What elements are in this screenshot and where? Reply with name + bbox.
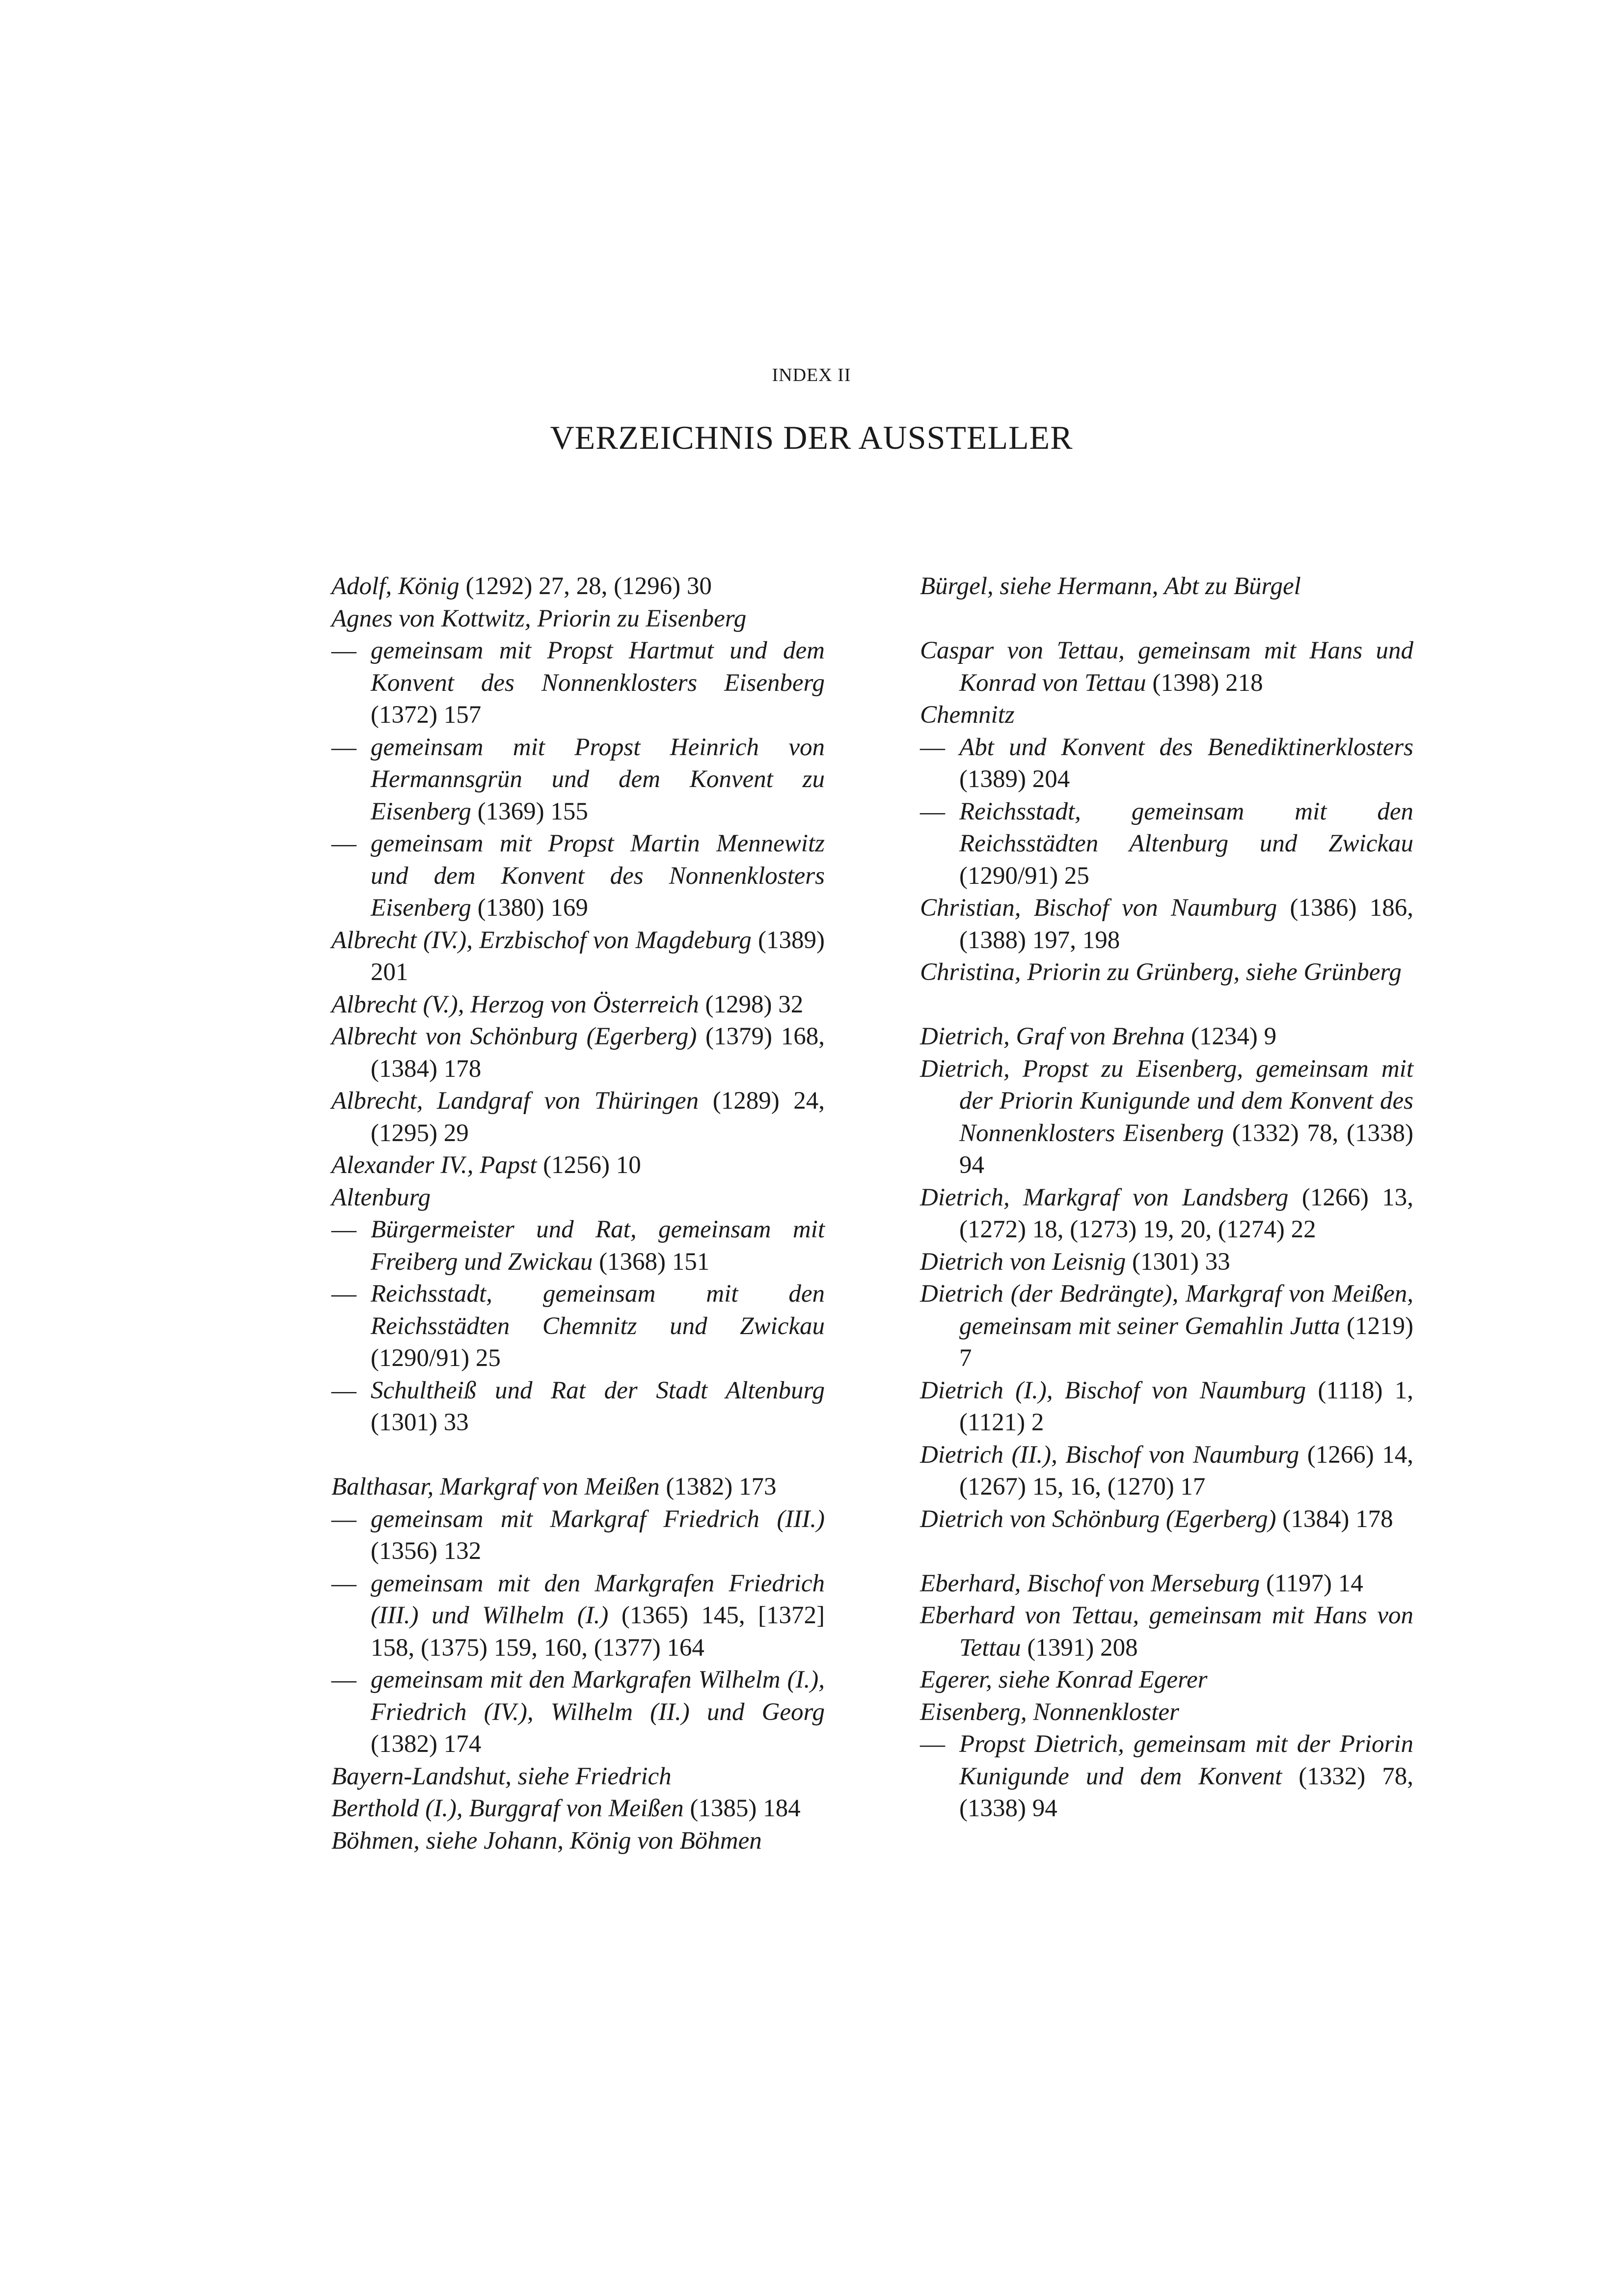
index-entry [920, 1053, 1413, 1182]
entry-name: Propst Dietrich, gemeinsam mit der Priorin Kunigunde und dem Konvent [959, 1730, 1413, 1790]
index-entry [920, 1568, 1413, 1600]
entry-references: (1384) 178 [1276, 1505, 1393, 1533]
entry-references: (1379) 168, (1384) 178 [371, 1023, 825, 1083]
entry-references: (1290/91) 25 [959, 862, 1089, 890]
entry-name: Böhmen, siehe Johann, König von Böhmen [331, 1827, 762, 1855]
index-entry [920, 1600, 1413, 1664]
index-entry [920, 1021, 1413, 1053]
index-entry [331, 1085, 825, 1149]
index-entry [920, 957, 1413, 989]
index-subentry [331, 1214, 825, 1278]
entry-name: Dietrich, Propst zu Eisenberg, gemeinsam mit der Priorin Kunigunde und dem Konvent des Nonnenklosters Eisenberg [920, 1055, 1413, 1147]
subentry-dash: — [331, 1666, 356, 1694]
index-entry [920, 1246, 1413, 1279]
index-subentry [331, 1375, 825, 1439]
entry-references: (1389) 201 [371, 926, 825, 986]
entry-name: Dietrich (I.), Bischof von Naumburg [920, 1376, 1306, 1404]
index-column-right [920, 571, 1413, 1825]
index-entry [920, 1439, 1413, 1503]
index-entry [920, 1503, 1413, 1536]
index-entry [920, 1278, 1413, 1375]
entry-references: (1372) 157 [371, 701, 482, 729]
index-entry [920, 699, 1413, 732]
entry-name: Bayern-Landshut, siehe Friedrich [331, 1762, 672, 1790]
entry-references: (1234) 9 [1185, 1023, 1277, 1050]
entry-name: Dietrich von Leisnig [920, 1248, 1126, 1276]
entry-references: (1301) 33 [371, 1409, 469, 1436]
entry-name: Albrecht (IV.), Erzbischof von Magdeburg [331, 926, 752, 954]
entry-name: gemeinsam mit Propst Heinrich von Hermannsgrün und dem Konvent zu Eisenberg [371, 733, 825, 825]
entry-references: (1386) 186, (1388) 197, 198 [959, 894, 1413, 954]
subentry-dash: — [331, 1376, 356, 1404]
index-entry [331, 1149, 825, 1182]
index-entry [331, 1761, 825, 1793]
entry-name: Adolf, König [331, 573, 460, 600]
index-subentry [331, 1278, 825, 1375]
entry-references: (1219) 7 [959, 1312, 1414, 1372]
subentry-dash: — [331, 733, 356, 761]
index-subentry [331, 1568, 825, 1665]
subentry-dash: — [920, 733, 945, 761]
entry-name: Christian, Bischof von Naumburg [920, 894, 1277, 922]
index-entry [920, 571, 1413, 603]
entry-references: (1365) 145, [1372] 158, (1375) 159, 160, (1377) 164 [371, 1602, 825, 1662]
index-subentry [331, 828, 825, 925]
entry-references: (1197) 14 [1260, 1569, 1363, 1597]
index-entry [920, 892, 1413, 957]
index-kicker: INDEX II [772, 365, 851, 385]
entry-name: gemeinsam mit Propst Martin Mennewitz und dem Konvent des Nonnenklosters Eisenberg [371, 830, 825, 922]
entry-references: (1298) 32 [699, 990, 804, 1018]
subentry-dash: — [920, 1730, 945, 1758]
entry-name: Balthasar, Markgraf von Meißen [331, 1473, 660, 1501]
index-entry [920, 1664, 1413, 1696]
entry-references: (1356) 132 [371, 1537, 482, 1565]
letter-group-gap [920, 603, 1413, 635]
index-entry [331, 1182, 825, 1214]
entry-name: Dietrich (II.), Bischof von Naumburg [920, 1441, 1299, 1469]
entry-name: Altenburg [331, 1183, 431, 1211]
entry-name: Albrecht von Schönburg (Egerberg) [331, 1023, 697, 1050]
index-entry [920, 1696, 1413, 1729]
subentry-dash: — [920, 797, 945, 825]
index-entry [920, 1375, 1413, 1439]
entry-references: (1369) 155 [471, 797, 588, 825]
entry-name: Bürgel, siehe Hermann, Abt zu Bürgel [920, 573, 1301, 600]
entry-references: (1391) 208 [1021, 1634, 1138, 1662]
letter-group-gap [331, 1439, 825, 1472]
subentry-dash: — [331, 1505, 356, 1533]
entry-name: gemeinsam mit den Markgrafen Wilhelm (I.), Friedrich (IV.), Wilhelm (II.) und Georg [371, 1666, 825, 1726]
entry-name: Christina, Priorin zu Grünberg, siehe Grünberg [920, 958, 1402, 986]
entry-references: (1289) 24, (1295) 29 [371, 1087, 825, 1147]
entry-references: (1292) 27, 28, (1296) 30 [459, 573, 712, 600]
entry-name: Bürgermeister und Rat, gemeinsam mit Freiberg und Zwickau [371, 1216, 825, 1276]
index-entry [331, 1825, 825, 1858]
page-title: VERZEICHNIS DER AUSSTELLER [550, 419, 1073, 456]
index-subentry [331, 635, 825, 732]
index-entry [331, 571, 825, 603]
entry-references: (1266) 14, (1267) 15, 16, (1270) 17 [959, 1441, 1414, 1501]
entry-name: Eisenberg, Nonnenkloster [920, 1698, 1179, 1726]
subentry-dash: — [331, 637, 356, 664]
index-entry [920, 635, 1413, 699]
index-entry [331, 1021, 825, 1085]
letter-group-gap [920, 1535, 1413, 1568]
index-entry [331, 603, 825, 635]
entry-name: Abt und Konvent des Benediktinerklosters [959, 733, 1413, 761]
entry-references: (1368) 151 [593, 1248, 710, 1276]
subentry-dash: — [331, 1216, 356, 1243]
entry-name: gemeinsam mit Markgraf Friedrich (III.) [371, 1505, 825, 1533]
subentry-dash: — [331, 1280, 356, 1308]
entry-name: Reichsstadt, gemeinsam mit den Reichsstädten Chemnitz und Zwickau [371, 1280, 825, 1340]
entry-references: (1301) 33 [1126, 1248, 1230, 1276]
index-subentry [331, 732, 825, 828]
entry-name: Dietrich von Schönburg (Egerberg) [920, 1505, 1276, 1533]
entry-references: (1398) 218 [1146, 669, 1263, 697]
entry-name: Reichsstadt, gemeinsam mit den Reichsstädten Altenburg und Zwickau [959, 797, 1413, 857]
entry-name: Chemnitz [920, 701, 1015, 729]
entry-references: (1256) 10 [537, 1151, 641, 1179]
index-subentry [920, 796, 1413, 893]
entry-name: Agnes von Kottwitz, Priorin zu Eisenberg [331, 604, 747, 632]
entry-references: (1332) 78, (1338) 94 [959, 1762, 1414, 1822]
entry-name: Alexander IV., Papst [331, 1151, 537, 1179]
entry-references: (1385) 184 [683, 1795, 801, 1822]
entry-references: (1382) 173 [659, 1473, 777, 1501]
subentry-dash: — [331, 830, 356, 857]
entry-name: Eberhard von Tettau, gemeinsam mit Hans von Tettau [920, 1602, 1413, 1662]
index-entry [920, 1182, 1413, 1246]
entry-references: (1382) 174 [371, 1730, 482, 1758]
entry-name: gemeinsam mit den Markgrafen Friedrich (III.) und Wilhelm (I.) [371, 1569, 825, 1629]
entry-name: gemeinsam mit Propst Hartmut und dem Konvent des Nonnenklosters Eisenberg [371, 637, 825, 697]
index-entry [331, 925, 825, 989]
index-entry [331, 1471, 825, 1503]
entry-name: Berthold (I.), Burggraf von Meißen [331, 1795, 684, 1822]
index-entry [331, 989, 825, 1021]
index-column-left [331, 571, 825, 1857]
entry-references: (1389) 204 [959, 765, 1070, 793]
entry-name: Albrecht, Landgraf von Thüringen [331, 1087, 699, 1115]
entry-name: Eberhard, Bischof von Merseburg [920, 1569, 1260, 1597]
index-entry [331, 1793, 825, 1825]
letter-group-gap [920, 989, 1413, 1021]
index-subentry [331, 1503, 825, 1568]
entry-name: Schultheiß und Rat der Stadt Altenburg [371, 1376, 825, 1404]
entry-name: Dietrich, Graf von Brehna [920, 1023, 1185, 1050]
entry-name: Egerer, siehe Konrad Egerer [920, 1666, 1208, 1694]
index-subentry [331, 1664, 825, 1761]
entry-name: Dietrich (der Bedrängte), Markgraf von Meißen, gemeinsam mit seiner Gemahlin Jutta [920, 1280, 1413, 1340]
entry-references: (1266) 13, (1272) 18, (1273) 19, 20, (1274) 22 [959, 1183, 1413, 1243]
entry-references: (1332) 78, (1338) 94 [959, 1119, 1413, 1179]
index-subentry [920, 1728, 1413, 1825]
entry-name: Dietrich, Markgraf von Landsberg [920, 1183, 1289, 1211]
index-subentry [920, 732, 1413, 796]
subentry-dash: — [331, 1569, 356, 1597]
entry-name: Albrecht (V.), Herzog von Österreich [331, 990, 699, 1018]
entry-name: Caspar von Tettau, gemeinsam mit Hans und Konrad von Tettau [920, 637, 1413, 697]
entry-references: (1118) 1, (1121) 2 [959, 1376, 1413, 1436]
entry-references: (1290/91) 25 [371, 1344, 501, 1372]
entry-references: (1380) 169 [471, 894, 588, 922]
